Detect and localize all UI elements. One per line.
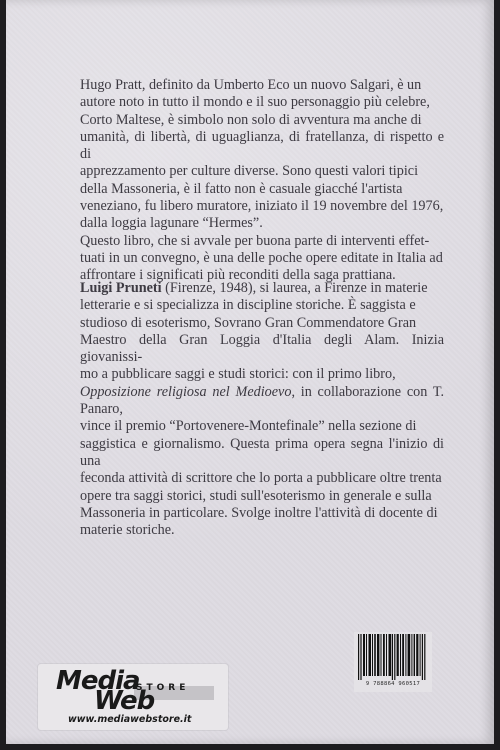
blurb-line: umanità, di libertà, di uguaglianza, di fratellanza, di rispetto e di <box>80 128 444 163</box>
logo-web-text: Web <box>94 686 155 716</box>
blurb-line: della Massoneria, è il fatto non è casuale giacché l'artista <box>80 180 403 197</box>
barcode-icon <box>358 634 428 680</box>
bio-line: saggistica e giornalismo. Questa prima opera segna l'inizio di una <box>80 435 444 469</box>
isbn-barcode <box>354 632 432 692</box>
logo-media-text: Media <box>56 666 140 696</box>
bio-line: vince il premio “Portovenere-Montefinale” nella sezione di <box>80 418 417 435</box>
blurb-line: Hugo Pratt, definito da Umberto Eco un nuovo Salgari, è un <box>80 77 422 93</box>
isbn-number: 9 788864 960517 <box>365 681 421 687</box>
mediaweb-store-sticker <box>38 664 228 730</box>
blurb-line: tuati in un convegno, è una delle poche opere editate in Italia ad <box>80 249 443 266</box>
blurb-line: autore noto in tutto il mondo e il suo personaggio più celebre, <box>80 94 430 111</box>
bio-line: mo a pubblicare saggi e studi storici: con il primo libro, <box>80 366 396 383</box>
logo-store-text: STORE <box>136 683 190 693</box>
bio-text: , in collaborazione con T. Panaro, <box>80 383 444 418</box>
blurb-line: Questo libro, che si avvale per buona parte di interventi effet- <box>80 232 430 249</box>
blurb-line: veneziano, fu libero muratore, iniziato il 19 novembre del 1976, <box>80 198 444 215</box>
bio-line: opere tra saggi storici, studi sull'esoterismo in generale e sulla <box>80 487 432 504</box>
bio-line: materie storiche. <box>80 522 175 539</box>
bio-line: studioso di esoterismo, Sovrano Gran Commendatore Gran <box>80 314 417 331</box>
bio-text: (Firenze, 1948), si laurea, a Firenze in materie <box>161 280 428 296</box>
bio-line <box>80 280 444 297</box>
bio-line: Massoneria in particolare. Svolge inoltre l'attività di docente di <box>80 504 438 521</box>
blurb-line: Corto Maltese, è simbolo non solo di avventura ma anche di <box>80 111 422 128</box>
author-name: Luigi Pruneti <box>80 280 162 296</box>
store-url: www.mediawebstore.it <box>68 714 192 725</box>
bio-line: Maestro della Gran Loggia d'Italia degli Alam. Inizia giovanissi- <box>80 331 444 366</box>
book-blurb <box>80 77 444 285</box>
book-title-italic: Opposizione religiosa nel Medioevo <box>80 383 292 400</box>
blurb-line: apprezzamento per culture diverse. Sono questi valori tipici <box>80 163 419 180</box>
bio-line: feconda attività di scrittore che lo porta a pubblicare oltre trenta <box>80 470 442 487</box>
bio-line <box>80 384 444 419</box>
blurb-line: dalla loggia lagunare “Hermes”. <box>80 215 263 232</box>
blurb-line: affrontare i significati più reconditi della saga prattiana. <box>80 267 396 284</box>
book-back-cover <box>6 0 494 744</box>
author-bio <box>80 280 444 539</box>
bio-line: letterarie e si specializza in discipline storiche. È saggista e <box>80 297 416 314</box>
